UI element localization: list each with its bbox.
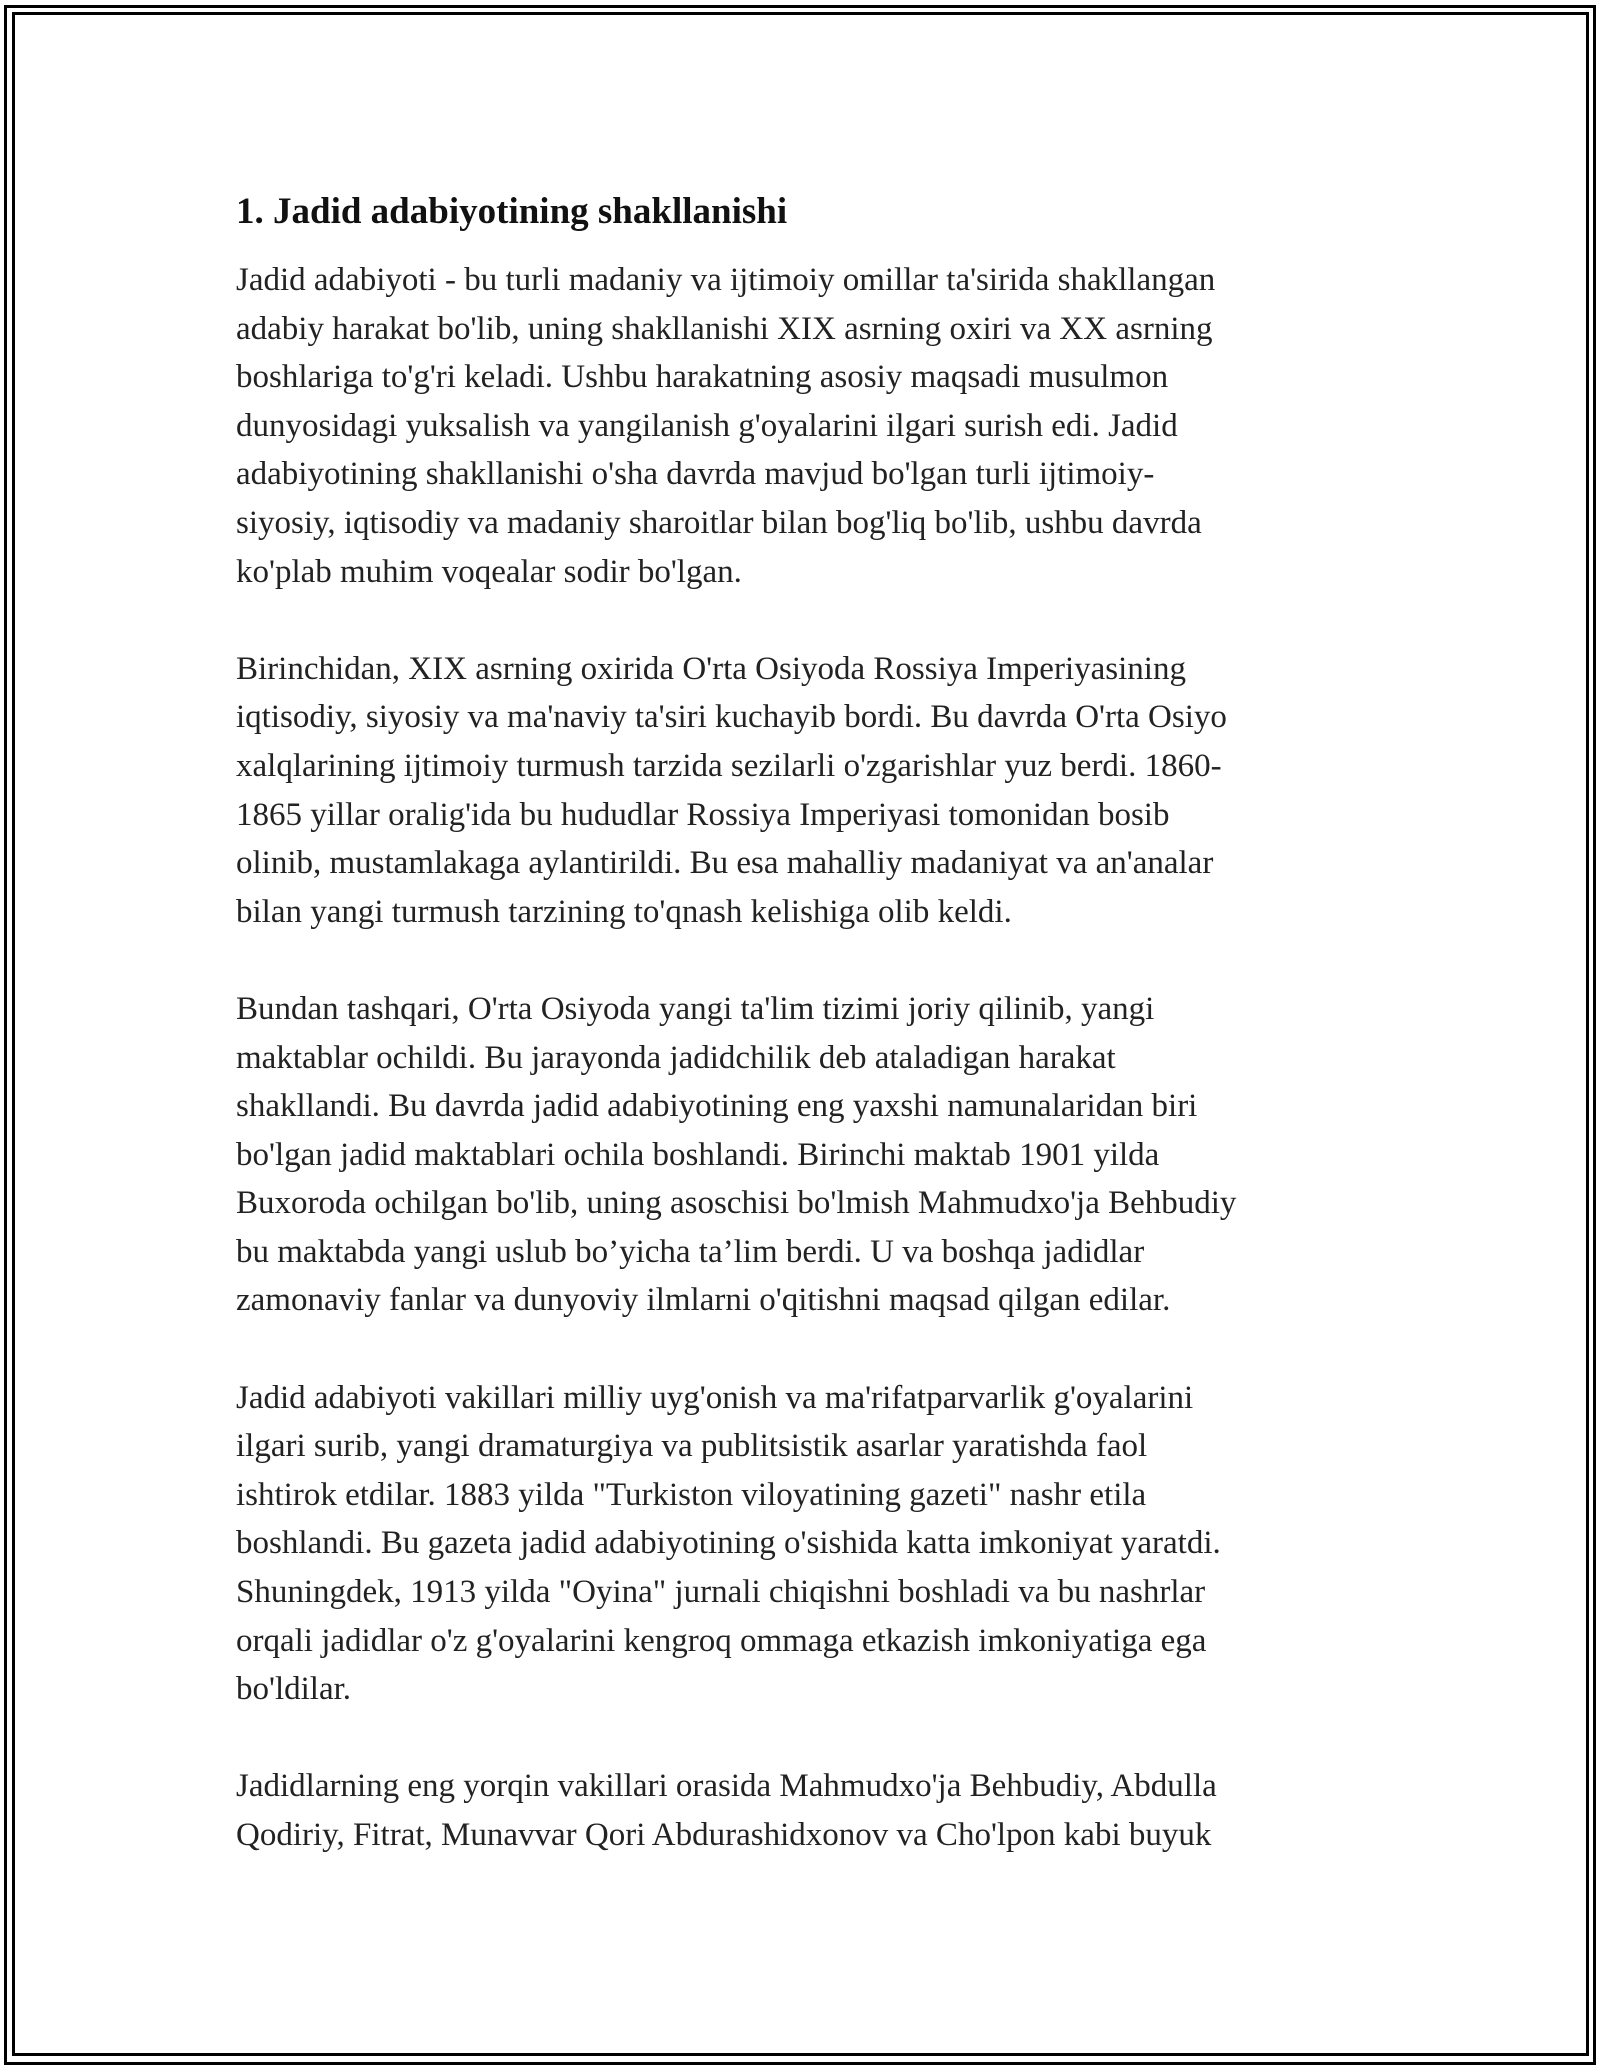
- paragraph: [236, 1374, 1361, 1714]
- text-line: bilan yangi turmush tarzining to'qnash kelishiga olib keldi.: [236, 893, 1012, 930]
- text-line: boshlandi. Bu gazeta jadid adabiyotining o'sishida katta imkoniyat yaratdi.: [236, 1525, 1221, 1562]
- paragraph-list: [236, 256, 1361, 1860]
- text-line: Birinchidan, XIX asrning oxirida O'rta Osiyoda Rossiya Imperiyasining: [236, 650, 1186, 687]
- paragraph: [236, 645, 1361, 937]
- text-line: Jadid adabiyoti vakillari milliy uyg'onish va ma'rifatparvarlik g'oyalarini: [236, 1379, 1194, 1416]
- text-line: bo'lgan jadid maktablari ochila boshlandi. Birinchi maktab 1901 yilda: [236, 1136, 1160, 1173]
- text-line: xalqlarining ijtimoiy turmush tarzida sezilarli o'zgarishlar yuz berdi. 1860-: [236, 747, 1222, 784]
- text-line: bu maktabda yangi uslub bo’yicha ta’lim berdi. U va boshqa jadidlar: [236, 1233, 1145, 1270]
- text-line: siyosiy, iqtisodiy va madaniy sharoitlar bilan bog'liq bo'lib, ushbu davrda: [236, 504, 1202, 541]
- paragraph: [236, 985, 1361, 1325]
- text-line: shakllandi. Bu davrda jadid adabiyotining eng yaxshi namunalaridan biri: [236, 1088, 1198, 1125]
- text-line: iqtisodiy, siyosiy va ma'naviy ta'siri kuchayib bordi. Bu davrda O'rta Osiyo: [236, 699, 1227, 736]
- text-line: Bundan tashqari, O'rta Osiyoda yangi ta'lim tizimi joriy qilinib, yangi: [236, 990, 1155, 1027]
- text-line: Shuningdek, 1913 yilda "Oyina" jurnali chiqishni boshladi va bu nashrlar: [236, 1574, 1206, 1611]
- text-line: Qodiriy, Fitrat, Munavvar Qori Abdurashidxonov va Cho'lpon kabi buyuk: [236, 1817, 1212, 1853]
- text-line: bo'ldilar.: [236, 1671, 352, 1708]
- document-body: [236, 188, 1361, 1908]
- text-line: Jadidlarning eng yorqin vakillari orasida Mahmudxo'ja Behbudiy, Abdulla: [236, 1768, 1217, 1805]
- text-line: orqali jadidlar o'z g'oyalarini kengroq ommaga etkazish imkoniyatiga ega: [236, 1622, 1207, 1659]
- text-line: adabiyotining shakllanishi o'sha davrda mavjud bo'lgan turli ijtimoiy-: [236, 456, 1155, 493]
- section-heading: 1. Jadid adabiyotining shakllanishi: [236, 191, 788, 232]
- text-line: maktablar ochildi. Bu jarayonda jadidchilik deb ataladigan harakat: [236, 1039, 1116, 1076]
- text-line: ilgari surib, yangi dramaturgiya va publitsistik asarlar yaratishda faol: [236, 1428, 1148, 1465]
- text-line: zamonaviy fanlar va dunyoviy ilmlarni o'qitishni maqsad qilgan edilar.: [236, 1282, 1171, 1319]
- text-line: adabiy harakat bo'lib, uning shakllanishi XIX asrning oxiri va XX asrning: [236, 310, 1213, 347]
- text-line: 1865 yillar oralig'ida bu hududlar Rossiya Imperiyasi tomonidan bosib: [236, 796, 1170, 833]
- text-line: dunyosidagi yuksalish va yangilanish g'oyalarini ilgari surish edi. Jadid: [236, 407, 1178, 444]
- text-line: boshlariga to'g'ri keladi. Ushbu harakatning asosiy maqsadi musulmon: [236, 359, 1169, 396]
- paragraph: [236, 256, 1361, 596]
- text-line: Jadid adabiyoti - bu turli madaniy va ijtimoiy omillar ta'sirida shakllangan: [236, 262, 1216, 298]
- text-line: ko'plab muhim voqealar sodir bo'lgan.: [236, 553, 742, 590]
- paragraph: [236, 1762, 1361, 1859]
- text-line: olinib, mustamlakaga aylantirildi. Bu esa mahalliy madaniyat va an'analar: [236, 845, 1214, 882]
- text-line: ishtirok etdilar. 1883 yilda "Turkiston viloyatining gazeti" nashr etila: [236, 1476, 1147, 1513]
- text-line: Buxoroda ochilgan bo'lib, uning asoschisi bo'lmish Mahmudxo'ja Behbudiy: [236, 1185, 1237, 1222]
